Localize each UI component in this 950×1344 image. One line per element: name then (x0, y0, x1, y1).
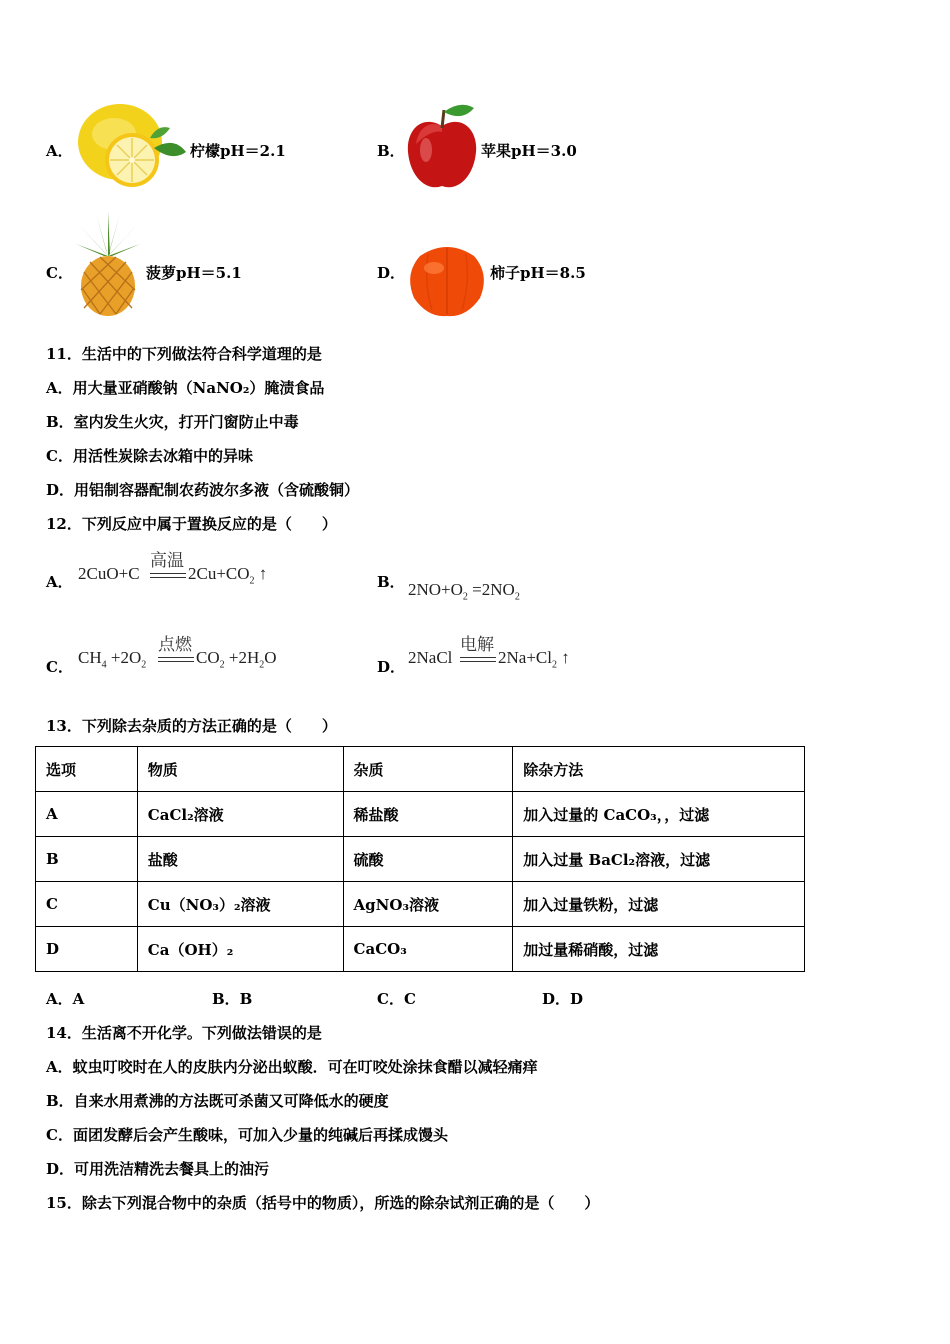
q14-option-c: C．面团发酵后会产生酸味，可加入少量的纯碱后再揉成馒头 (46, 1126, 448, 1144)
q13-answer-b: B．B (212, 990, 253, 1008)
q10-option-d-text: 柿子pH＝8.5 (490, 264, 586, 282)
table-row (36, 837, 805, 882)
table-cell: A (36, 792, 138, 837)
q11-option-c: C．用活性炭除去冰箱中的异味 (46, 447, 253, 465)
header-impurity: 杂质 (343, 747, 513, 792)
q12-equals-c (158, 657, 194, 662)
table-cell: 稀盐酸 (343, 792, 513, 837)
q14-option-a: A．蚊虫叮咬时在人的皮肤内分泌出蚁酸．可在叮咬处涂抹食醋以减轻痛痒 (46, 1058, 538, 1076)
lemon-icon (74, 100, 188, 192)
table-cell: CaCO₃ (343, 927, 513, 972)
q12-equation-d-right: $2Na+Cl_2$ ↑ (498, 648, 570, 671)
q10-option-c-text: 菠萝pH＝5.1 (146, 264, 242, 282)
header-method: 除杂方法 (513, 747, 805, 792)
persimmon-icon (406, 244, 488, 318)
q13-answer-a: A．A (46, 990, 85, 1008)
q11-option-d: D．用铝制容器配制农药波尔多液（含硫酸铜） (46, 481, 360, 499)
pineapple-icon (76, 212, 140, 316)
q13-stem: 13．下列除去杂质的方法正确的是（ ） (46, 717, 337, 735)
q12-option-a-letter: A． (46, 573, 73, 591)
q12-equation-c-right: $CO_2 +2H_2O$ (196, 648, 277, 671)
q10-option-c-letter: C． (46, 264, 73, 282)
q14-option-b: B．自来水用煮沸的方法既可杀菌又可降低水的硬度 (46, 1092, 389, 1110)
q11-stem: 11．生活中的下列做法符合科学道理的是 (46, 345, 322, 363)
table-cell: 硫酸 (343, 837, 513, 882)
q14-option-d: D．可用洗洁精洗去餐具上的油污 (46, 1160, 270, 1178)
q10-option-b-letter: B． (377, 142, 405, 160)
header-option: 选项 (36, 747, 138, 792)
q12-equation-a-left: 2CuO+C (78, 564, 140, 583)
q10-option-d-letter: D． (377, 264, 406, 282)
table-header-row (36, 747, 805, 792)
q14-stem: 14．生活离不开化学。下列做法错误的是 (46, 1024, 322, 1042)
table-cell: 加入过量 BaCl₂溶液，过滤 (513, 837, 805, 882)
q12-equation-b: $2NO+O_2 =2NO_2$ (408, 580, 520, 603)
q10-option-b-text: 苹果pH＝3.0 (481, 142, 577, 160)
table-cell: 加过量稀硝酸，过滤 (513, 927, 805, 972)
q12-equals-a (150, 573, 186, 578)
table-cell: 加入过量的 CaCO₃，，过滤 (513, 792, 805, 837)
table-cell: Ca（OH）₂ (137, 927, 343, 972)
q12-option-c-letter: C． (46, 658, 73, 676)
table-row (36, 792, 805, 837)
table-row (36, 882, 805, 927)
q12-equation-c-left: $CH_4 +2O_2$ (78, 648, 147, 671)
q10-option-a-letter: A． (46, 142, 73, 160)
apple-icon (404, 100, 480, 192)
table-cell: 盐酸 (137, 837, 343, 882)
table-cell: C (36, 882, 138, 927)
q15-stem: 15．除去下列混合物中的杂质（括号中的物质），所选的除杂试剂正确的是（ ） (46, 1194, 600, 1212)
q12-equation-d-left: 2NaCl (408, 648, 453, 667)
q13-answer-c: C．C (377, 990, 416, 1008)
q13-table (35, 746, 805, 972)
table-row (36, 927, 805, 972)
q12-option-d-letter: D． (377, 658, 406, 676)
q10-option-a-text: 柠檬pH＝2.1 (190, 142, 286, 160)
q12-option-b-letter: B． (377, 573, 405, 591)
q12-condition-high-temp: 高温 (150, 551, 184, 571)
table-cell: B (36, 837, 138, 882)
q12-equation-a-right: $2Cu+CO_2$ ↑ (188, 564, 268, 587)
table-cell: D (36, 927, 138, 972)
q12-condition-electrolysis: 电解 (460, 635, 494, 655)
table-cell: 加入过量铁粉，过滤 (513, 882, 805, 927)
q11-option-b: B．室内发生火灾，打开门窗防止中毒 (46, 413, 299, 431)
q12-stem: 12．下列反应中属于置换反应的是（ ） (46, 515, 337, 533)
header-substance: 物质 (137, 747, 343, 792)
q11-option-a: A．用大量亚硝酸钠（NaNO₂）腌渍食品 (46, 379, 325, 397)
table-cell: Cu（NO₃）₂溶液 (137, 882, 343, 927)
table-cell: AgNO₃溶液 (343, 882, 513, 927)
q13-answer-d: D．D (542, 990, 584, 1008)
q12-equals-d (460, 657, 496, 662)
table-cell: CaCl₂溶液 (137, 792, 343, 837)
q12-condition-ignite: 点燃 (158, 635, 192, 655)
